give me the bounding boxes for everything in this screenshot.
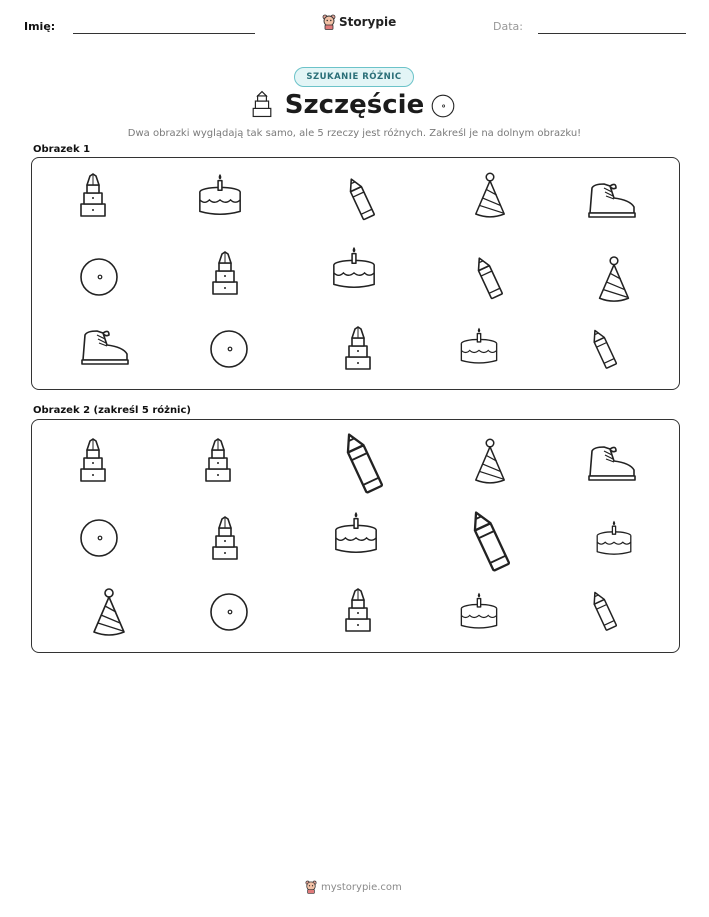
cake-icon[interactable]	[332, 510, 380, 558]
ball-icon[interactable]	[209, 592, 249, 632]
picture2-label: Obrazek 2 (zakreśl 5 różnic)	[33, 405, 191, 416]
blocks-icon[interactable]	[210, 515, 240, 561]
date-field[interactable]	[538, 33, 686, 34]
page-title: Szczęście	[284, 90, 425, 120]
crayon-icon[interactable]	[337, 430, 389, 496]
crayon-icon[interactable]	[464, 508, 516, 574]
party-hat-icon[interactable]	[472, 437, 508, 487]
party-hat-icon	[595, 256, 633, 304]
blocks-icon	[78, 172, 108, 218]
name-field[interactable]	[73, 33, 255, 34]
party-hat-icon[interactable]	[90, 588, 128, 638]
category-badge: SZUKANIE RÓŻNIC	[294, 67, 414, 87]
ball-icon	[209, 329, 249, 369]
footer	[305, 880, 402, 894]
ball-icon	[79, 257, 119, 297]
footer-url: mystorypie.com	[321, 881, 402, 893]
instructions: Dwa obrazki wyglądają tak samo, ale 5 rzeczy jest różnych. Zakreśl je na dolnym obrazku!	[127, 128, 582, 139]
shoe-icon	[79, 324, 131, 370]
shoe-icon[interactable]	[586, 443, 638, 483]
bear-logo-icon	[305, 880, 317, 894]
blocks-icon[interactable]	[203, 437, 233, 483]
crayon-icon[interactable]	[590, 588, 618, 634]
cake-icon	[196, 172, 244, 220]
party-hat-icon	[472, 172, 508, 220]
crayon-icon	[590, 326, 618, 372]
cake-icon[interactable]	[594, 517, 634, 561]
blocks-icon	[343, 325, 373, 371]
blocks-icon[interactable]	[78, 437, 108, 483]
cake-icon	[458, 324, 500, 370]
blocks-icon	[210, 250, 240, 296]
picture1-label: Obrazek 1	[33, 144, 91, 155]
brand-logo	[322, 14, 396, 30]
date-label: Data:	[493, 20, 523, 33]
brand-name: Storypie	[339, 15, 397, 29]
ball-icon[interactable]	[79, 518, 119, 558]
name-label: Imię:	[24, 20, 56, 33]
crayon-icon	[474, 255, 504, 301]
title-ball-icon	[431, 94, 455, 122]
bear-logo-icon	[322, 14, 336, 30]
shoe-icon	[586, 180, 638, 220]
cake-icon	[330, 245, 378, 293]
blocks-icon[interactable]	[343, 587, 373, 633]
crayon-icon	[343, 176, 379, 222]
cake-icon[interactable]	[458, 589, 500, 635]
